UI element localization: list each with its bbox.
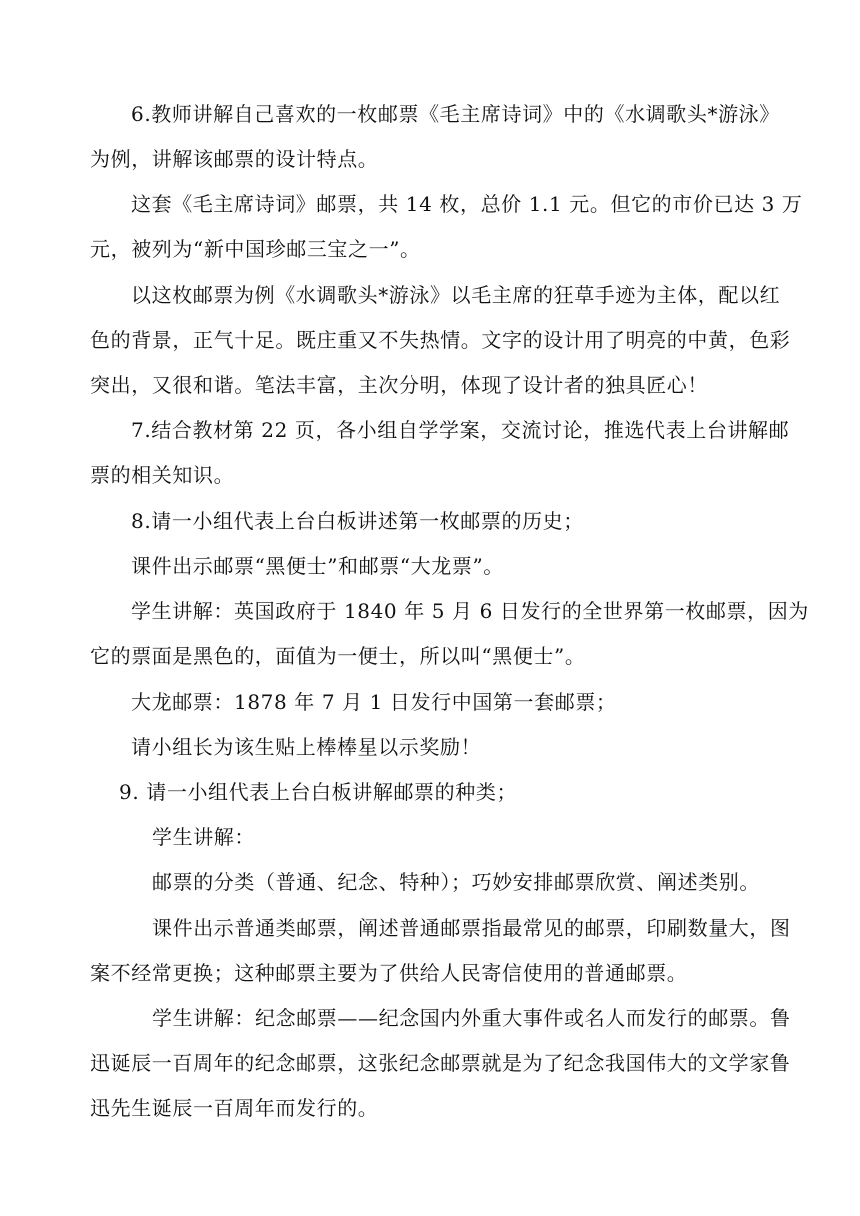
paragraph-student-1-line-2: 它的票面是黑色的，面值为一便士，所以叫“黑便士”。 xyxy=(90,644,586,668)
paragraph-courseware-2-line-2: 案不经常更换；这种邮票主要为了供给人民寄信使用的普通邮票。 xyxy=(90,961,688,985)
paragraph-student-3-line-1: 学生讲解：纪念邮票——纪念国内外重大事件或名人而发行的邮票。鲁 xyxy=(152,1006,791,1030)
paragraph-set-line-1: 这套《毛主席诗词》邮票，共 14 枚，总价 1.1 元。但它的市价已达 3 万 xyxy=(131,192,803,216)
paragraph-student-3-line-3: 迅先生诞辰一百周年而发行的。 xyxy=(90,1096,379,1120)
paragraph-7-line-1: 7.结合教材第 22 页，各小组自学学案，交流讨论，推选代表上台讲解邮 xyxy=(131,418,790,442)
paragraph-courseware-2-line-1: 课件出示普通类邮票，阐述普通邮票指最常见的邮票，印刷数量大，图 xyxy=(152,916,791,940)
paragraph-6-line-1: 6.教师讲解自己喜欢的一枚邮票《毛主席诗词》中的《水调歌头*游泳》 xyxy=(131,102,780,126)
paragraph-6-line-2: 为例，讲解该邮票的设计特点。 xyxy=(90,147,379,171)
paragraph-student-2: 学生讲解： xyxy=(152,825,255,849)
paragraph-dalong: 大龙邮票：1878 年 7 月 1 日发行中国第一套邮票； xyxy=(131,690,617,714)
paragraph-8: 8.请一小组代表上台白板讲述第一枚邮票的历史； xyxy=(131,509,584,533)
paragraph-example-line-2: 色的背景，正气十足。既庄重又不失热情。文字的设计用了明亮的中黄，色彩 xyxy=(90,328,791,352)
paragraph-example-line-3: 突出，又很和谐。笔法丰富，主次分明，体现了设计者的独具匠心！ xyxy=(90,373,708,397)
paragraph-7-line-2: 票的相关知识。 xyxy=(90,463,235,487)
paragraph-classify: 邮票的分类（普通、纪念、特种）；巧妙安排邮票欣赏、阐述类别。 xyxy=(152,870,760,894)
paragraph-student-3-line-2: 迅诞辰一百周年的纪念邮票，这张纪念邮票就是为了纪念我国伟大的文学家鲁 xyxy=(90,1051,791,1075)
paragraph-student-1-line-1: 学生讲解：英国政府于 1840 年 5 月 6 日发行的全世界第一枚邮票，因为 xyxy=(131,599,809,623)
paragraph-courseware-1: 课件出示邮票“黑便士”和邮票“大龙票”。 xyxy=(131,554,504,578)
paragraph-9: 9. 请一小组代表上台白板讲解邮票的种类； xyxy=(119,780,518,804)
paragraph-set-line-2: 元，被列为“新中国珍邮三宝之一”。 xyxy=(90,237,421,261)
paragraph-example-line-1: 以这枚邮票为例《水调歌头*游泳》以毛主席的狂草手迹为主体，配以红 xyxy=(131,283,781,307)
paragraph-reward: 请小组长为该生贴上棒棒星以示奖励！ xyxy=(131,735,482,759)
